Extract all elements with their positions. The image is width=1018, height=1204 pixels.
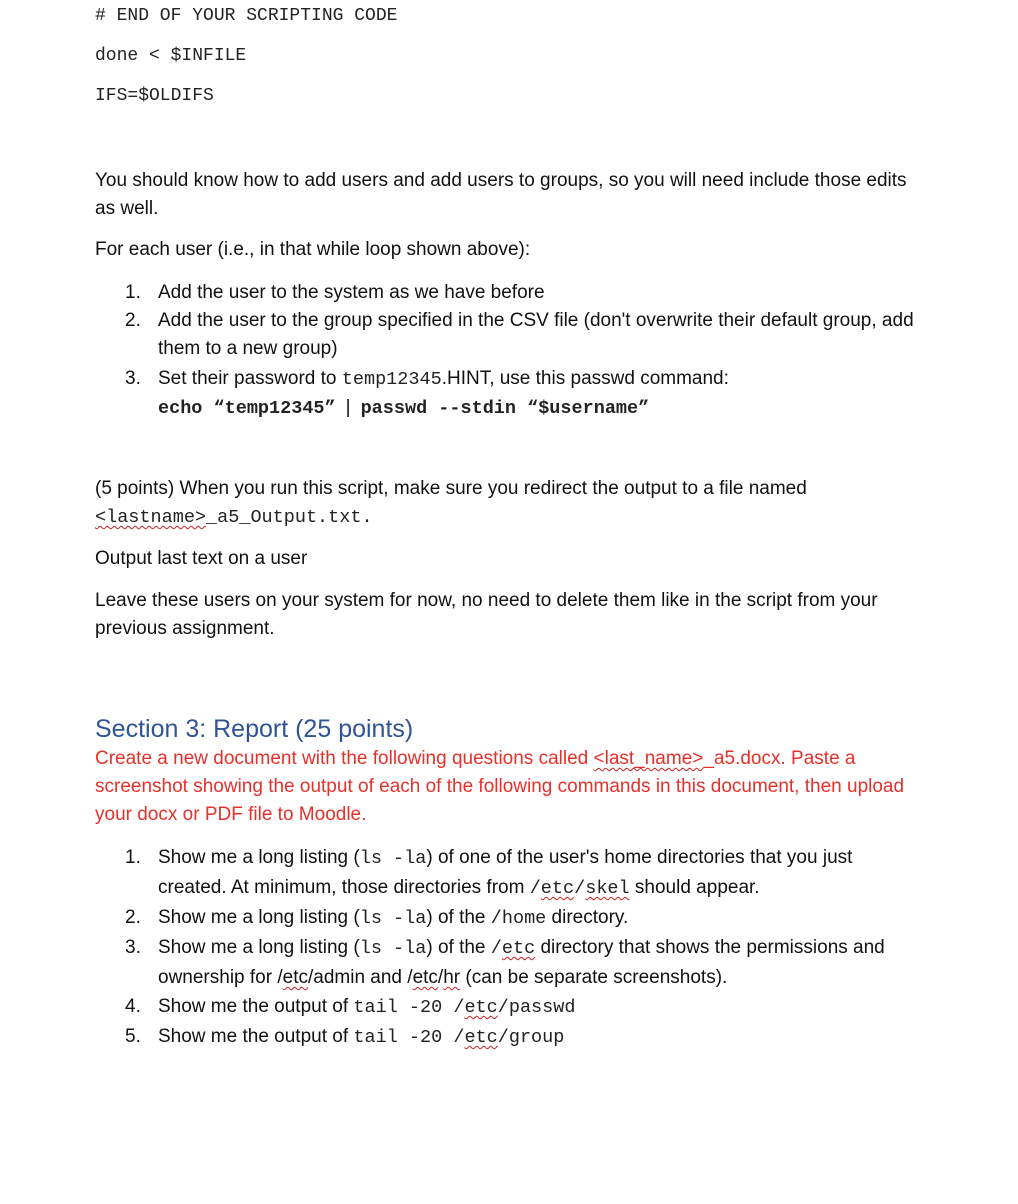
list-item bbox=[125, 843, 925, 903]
list-item bbox=[125, 1022, 925, 1052]
text-fragment: ) of the bbox=[426, 937, 491, 958]
list-text bbox=[158, 992, 925, 1022]
path-fragment: /home bbox=[490, 908, 547, 929]
list-number: 4. bbox=[125, 996, 141, 1017]
list-item bbox=[125, 992, 925, 1022]
passwd-command-echo: echo “temp12345” bbox=[158, 398, 336, 419]
list-text bbox=[158, 933, 925, 992]
path-fragment: etc bbox=[540, 878, 575, 899]
list-item bbox=[125, 903, 925, 933]
list-number: 5. bbox=[125, 1026, 141, 1047]
inline-code: /group bbox=[497, 1027, 565, 1048]
text-fragment: /admin and / bbox=[307, 967, 413, 988]
text-fragment: should appear. bbox=[629, 877, 760, 898]
section-heading: Section 3: Report (25 points) bbox=[95, 715, 414, 743]
text-fragment: directory. bbox=[546, 907, 629, 928]
text-fragment: Show me a long listing ( bbox=[158, 907, 360, 928]
list-number: 3. bbox=[125, 937, 141, 958]
text-fragment: Show me a long listing ( bbox=[158, 847, 360, 868]
path-fragment: / bbox=[574, 878, 586, 899]
path-fragment: etc bbox=[464, 1027, 498, 1048]
list-item bbox=[125, 307, 925, 363]
list-text bbox=[158, 365, 925, 423]
list-number: 2. bbox=[125, 907, 141, 928]
path-fragment: etc bbox=[464, 997, 498, 1018]
report-questions-list bbox=[125, 843, 925, 1052]
path-fragment: / bbox=[529, 878, 541, 899]
paragraph-leave-users: Leave these users on your system for now, no need to delete them like in the script from your previous assignment. bbox=[95, 590, 878, 639]
inline-code: /passwd bbox=[497, 997, 576, 1018]
text-fragment: ) of one of the user's home directories that you just created. At minimum, those directories from bbox=[158, 847, 853, 898]
output-filename-suffix: _a5_Output.txt. bbox=[206, 507, 373, 528]
text-fragment: .HINT, use this passwd command: bbox=[441, 368, 729, 389]
list-number: 3. bbox=[125, 368, 141, 389]
text-fragment: / bbox=[437, 967, 444, 988]
list-item bbox=[125, 279, 925, 307]
list-number: 1. bbox=[125, 282, 141, 303]
list-number: 1. bbox=[125, 847, 141, 868]
list-text bbox=[158, 1022, 925, 1052]
text-fragment: (can be separate screenshots). bbox=[460, 967, 728, 988]
text-fragment: Show me the output of bbox=[158, 1026, 354, 1047]
path-fragment: skel bbox=[585, 878, 630, 899]
list-text bbox=[158, 843, 925, 903]
passwd-command-stdin: passwd --stdin “$username” bbox=[360, 398, 650, 419]
user-steps-list bbox=[125, 279, 925, 423]
inline-code: temp12345 bbox=[341, 369, 442, 390]
list-item bbox=[125, 365, 925, 423]
section-instructions bbox=[95, 745, 915, 829]
inline-code: tail -20 / bbox=[353, 1027, 465, 1048]
list-text bbox=[158, 903, 925, 933]
path-fragment: / bbox=[490, 938, 502, 959]
inline-code: tail -20 / bbox=[353, 997, 465, 1018]
inline-code: ls -la bbox=[359, 848, 427, 869]
list-text: Add the user to the system as we have before bbox=[158, 282, 545, 303]
text-fragment: Show me a long listing ( bbox=[158, 937, 360, 958]
paragraph-points-redirect bbox=[95, 475, 925, 532]
output-filename-placeholder: <lastname> bbox=[95, 507, 207, 528]
text-fragment: Set their password to bbox=[158, 368, 342, 389]
text-fragment: Create a new document with the following questions called bbox=[95, 748, 594, 769]
inline-code: ls -la bbox=[359, 908, 427, 929]
code-line-ifs: IFS=$OLDIFS bbox=[95, 86, 214, 106]
text-fragment: ) of the bbox=[426, 907, 491, 928]
text-fragment: _a5.docx. Paste a screenshot showing the output of each of the following commands in this document, then upload your docx or PDF file to Moodle. bbox=[95, 748, 905, 825]
docx-name-placeholder: <last_name> bbox=[593, 748, 704, 769]
text-fragment: Show me the output of bbox=[158, 996, 354, 1017]
path-fragment: etc bbox=[501, 938, 536, 959]
paragraph-output-last: Output last text on a user bbox=[95, 548, 308, 569]
text-fragment: directory that shows the permissions and ownership for / bbox=[158, 937, 885, 988]
paragraph-for-each-user: For each user (i.e., in that while loop shown above): bbox=[95, 239, 531, 260]
path-fragment: etc bbox=[412, 967, 438, 988]
pipe-symbol: | bbox=[345, 397, 351, 418]
code-line-done: done < $INFILE bbox=[95, 46, 247, 66]
paragraph-add-users: You should know how to add users and add users to groups, so you will need include those edits as well. bbox=[95, 170, 907, 219]
list-text: Add the user to the group specified in the CSV file (don't overwrite their default group, add them to a new group) bbox=[158, 310, 914, 359]
path-fragment: etc bbox=[282, 967, 308, 988]
list-number: 2. bbox=[125, 310, 141, 331]
inline-code: ls -la bbox=[359, 938, 427, 959]
code-line-end-comment: # END OF YOUR SCRIPTING CODE bbox=[95, 6, 398, 26]
list-item bbox=[125, 933, 925, 992]
path-fragment: hr bbox=[443, 967, 461, 988]
text-fragment: (5 points) When you run this script, make sure you redirect the output to a file named bbox=[95, 478, 807, 499]
